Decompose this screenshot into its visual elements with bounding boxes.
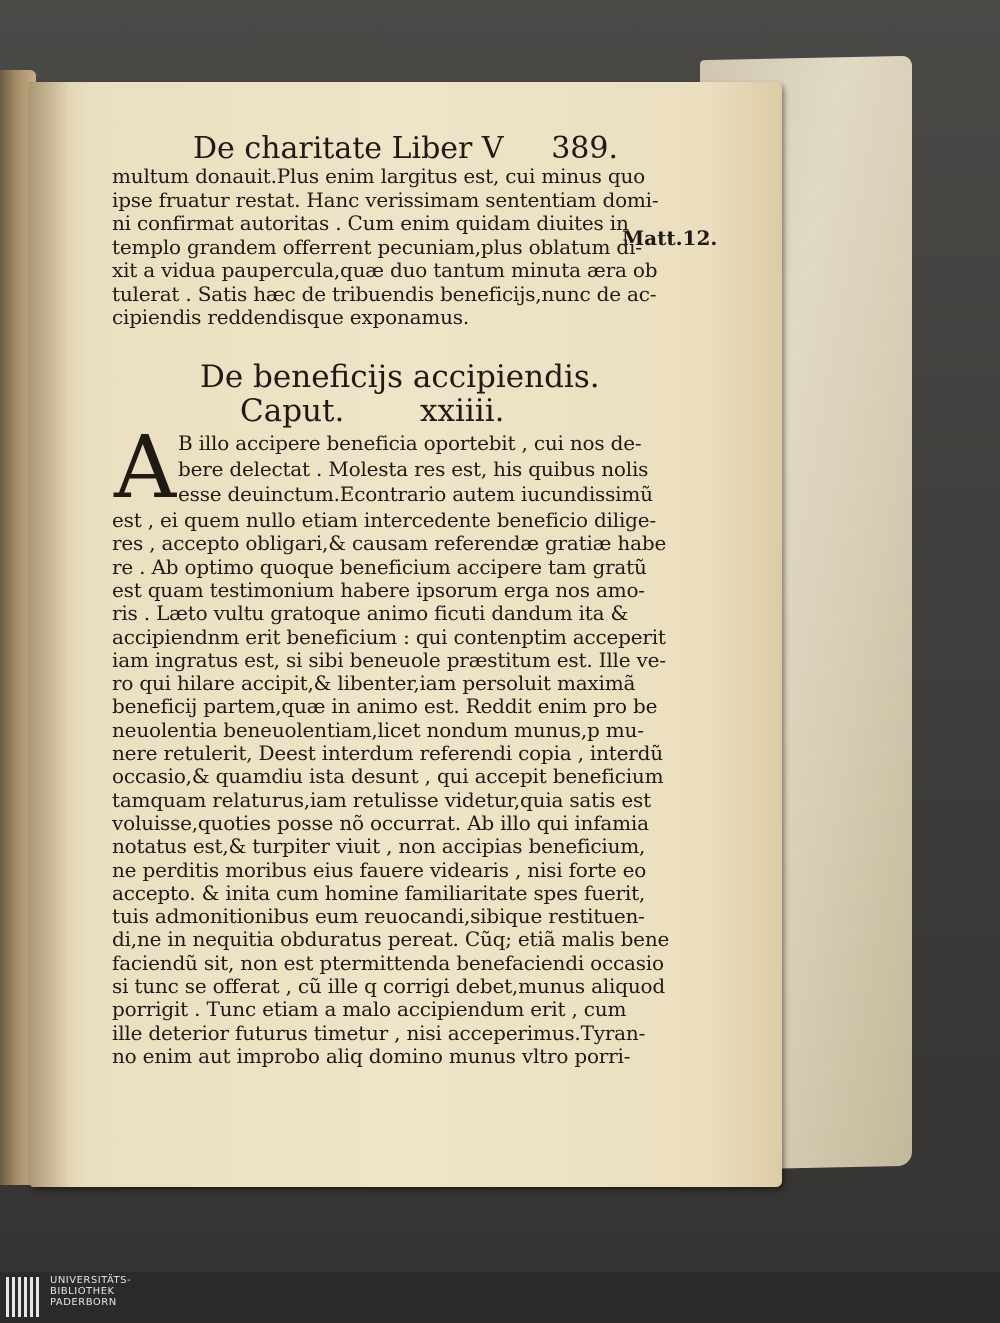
chapter-heading-number: xxiiii.	[420, 393, 505, 429]
text-line: B illo accipere beneficia oportebit , cui nos de-	[178, 431, 642, 455]
text-line: occasio,& quamdiu ista desunt , qui accepit beneficium	[112, 764, 664, 789]
text-line: neuolentia beneuolentiam,licet nondum munus,p mu-	[112, 717, 644, 742]
text-line: porrigit . Tunc etiam a malo accipiendum erit , cum	[112, 997, 627, 1022]
text-line: ille deterior futurus timetur , nisi acceperimus.Tyran-	[112, 1020, 646, 1045]
text-line: iam ingratus est, si sibi beneuole præstitum est. Ille ve-	[112, 647, 666, 672]
text-line: ris . Læto vultu gratoque animo ficuti dandum ita &	[112, 601, 629, 626]
library-footer	[0, 1272, 1000, 1323]
text-line: no enim aut improbo aliq domino munus vltro porri-	[112, 1043, 631, 1068]
text-line: tamquam relaturus,iam retulisse videtur,quia satis est	[112, 787, 651, 812]
text-line: bere delectat . Molesta res est, his quibus nolis	[178, 456, 649, 481]
text-line: accepto. & inita cum homine familiaritate spes fuerit,	[112, 880, 646, 905]
text-line: multum donauit.Plus enim largitus est, cui minus quo	[112, 164, 645, 188]
text-line: est quam testimonium habere ipsorum erga nos amo-	[112, 577, 645, 602]
text-line: faciendũ sit, non est ptermittenda benefaciendi occasio	[112, 950, 664, 975]
text-line: tuis admonitionibus eum reuocandi,sibique restituen-	[112, 904, 645, 929]
marginal-note: Matt.12.	[622, 226, 718, 250]
text-line: notatus est,& turpiter viuit , non accipias beneficium,	[112, 834, 646, 859]
text-line: cipiendis reddendisque exponamus.	[112, 305, 470, 329]
text-line: re . Ab optimo quoque beneficium accipere tam gratũ	[112, 554, 647, 579]
drop-cap: A	[114, 418, 177, 518]
text-line: accipiendnm erit beneficium : qui contenptim acceperit	[112, 624, 666, 649]
text-line: tulerat . Satis hæc de tribuendis beneficijs,nunc de ac-	[112, 281, 657, 306]
text-line: ni confirmat autoritas . Cum enim quidam diuites in	[112, 211, 629, 235]
text-line: beneficij partem,quæ in animo est. Reddit enim pro be	[112, 694, 658, 719]
text-line: si tunc se offerat , cũ ille q corrigi debet,munus aliquod	[112, 974, 665, 998]
text-line: est , ei quem nullo etiam intercedente beneficio dilige-	[112, 508, 656, 532]
running-head-title: De charitate Liber V	[193, 131, 504, 166]
text-line: ipse fruatur restat. Hanc verissimam sententiam domi-	[112, 187, 659, 212]
text-line: nere retulerit, Deest interdum referendi copia , interdũ	[112, 741, 663, 765]
page-number: 389.	[551, 131, 618, 166]
library-name-line-2: BIBLIOTHEK	[50, 1286, 115, 1297]
gutter-shadow	[30, 82, 70, 1187]
text-line: templo grandem offerrent pecuniam,plus oblatum di-	[112, 234, 642, 259]
text-line: xit a vidua paupercula,quæ duo tantum minuta æra ob	[112, 258, 658, 282]
text-line: esse deuinctum.Econtrario autem iucundissimũ	[178, 482, 653, 506]
text-line: ne perditis moribus eius fauere videaris , nisi forte eo	[112, 857, 647, 882]
text-line: voluisse,quoties posse nõ occurrat. Ab illo qui infamia	[112, 810, 649, 835]
chapter-heading-title: De beneficijs accipiendis.	[200, 359, 600, 395]
text-line: ro qui hilare accipit,& libenter,iam persoluit maximã	[112, 671, 636, 696]
chapter-heading-caput: Caput.	[240, 393, 345, 429]
library-name-line-3: PADERBORN	[50, 1297, 117, 1308]
library-name-line-1: UNIVERSITÄTS-	[50, 1275, 132, 1286]
text-line: di,ne in nequitia obduratus pereat. Cũq; etiã malis bene	[112, 927, 670, 952]
library-logo-icon	[6, 1277, 42, 1317]
library-name	[50, 1275, 131, 1308]
text-line: res , accepto obligari,& causam referendæ gratiæ habe	[112, 531, 667, 556]
